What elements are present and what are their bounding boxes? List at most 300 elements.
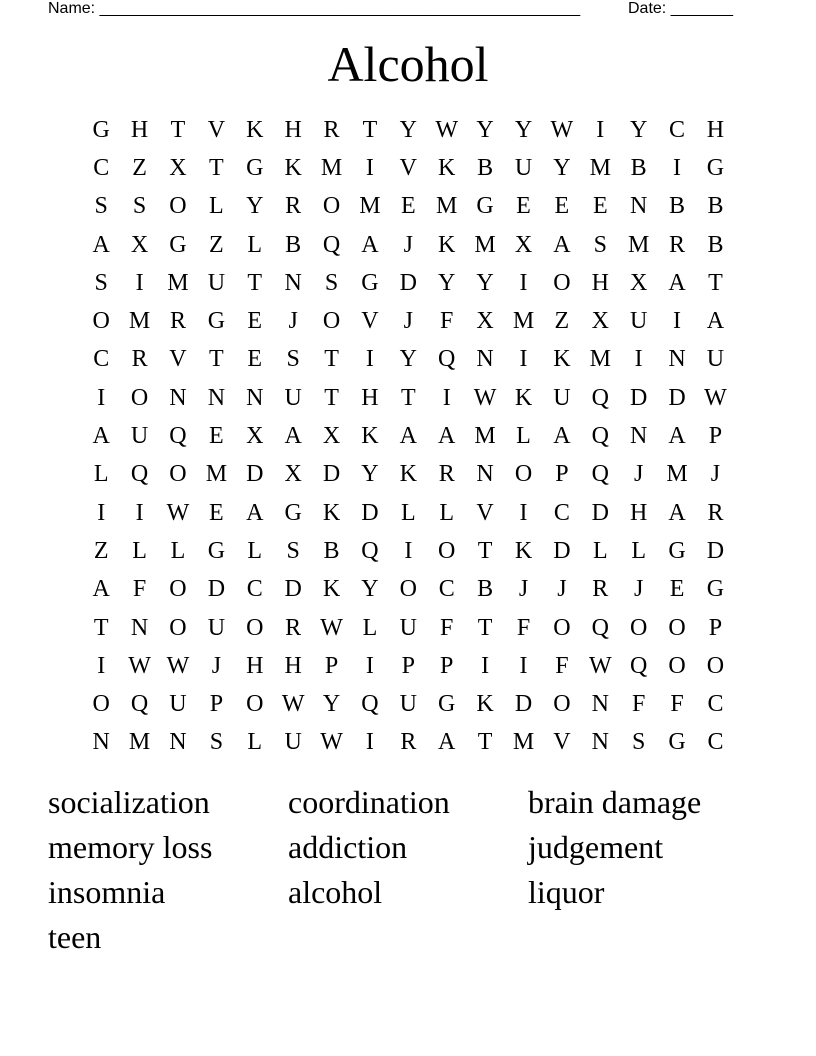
grid-cell: A <box>553 423 571 450</box>
grid-cell: M <box>627 231 650 258</box>
grid-cell: E <box>669 576 685 603</box>
grid-cell: E <box>516 193 531 220</box>
word-list <box>48 780 768 960</box>
grid-cell: M <box>589 154 611 181</box>
grid-cell: M <box>666 461 688 488</box>
word-list-item: addiction <box>288 829 408 865</box>
grid-cell: T <box>247 269 263 296</box>
grid-cell: A <box>668 423 686 450</box>
grid-cell: T <box>477 614 493 641</box>
grid-cell: U <box>169 691 187 718</box>
grid-cell: R <box>131 346 148 373</box>
grid-cell: W <box>128 652 151 679</box>
grid-cell: G <box>706 576 725 603</box>
grid-cell: T <box>324 346 339 373</box>
grid-cell: E <box>554 193 570 220</box>
grid-cell: D <box>361 499 379 526</box>
grid-cell: D <box>246 461 264 488</box>
word-list-item: brain damage <box>528 784 702 820</box>
grid-cell: G <box>668 537 686 564</box>
grid-cell: Q <box>591 461 609 488</box>
grid-cell: H <box>361 384 379 411</box>
grid-cell: I <box>97 499 106 526</box>
grid-cell: N <box>629 423 648 450</box>
grid-cell: B <box>707 193 724 220</box>
grid-cell: Q <box>130 691 149 718</box>
grid-cell: L <box>247 537 263 564</box>
grid-cell: O <box>169 461 187 488</box>
grid-cell: B <box>707 231 724 258</box>
word-list-item: teen <box>48 919 102 955</box>
word-list-item: socialization <box>48 784 210 820</box>
grid-cell: N <box>130 614 149 641</box>
grid-cell: Z <box>554 308 570 335</box>
grid-cell: O <box>399 576 417 603</box>
grid-cell: T <box>93 614 109 641</box>
grid-cell: M <box>512 729 535 756</box>
grid-cell: X <box>169 154 187 181</box>
grid-cell: V <box>207 116 226 143</box>
grid-cell: I <box>97 384 106 411</box>
grid-cell: X <box>629 269 648 296</box>
grid-cell: E <box>247 346 263 373</box>
grid-cell: Q <box>169 423 187 450</box>
grid-cell: O <box>668 614 686 641</box>
grid-cell: G <box>284 499 302 526</box>
grid-cell: C <box>707 691 724 718</box>
grid-cell: L <box>439 499 455 526</box>
grid-cell: D <box>284 576 302 603</box>
grid-cell: Z <box>93 537 109 564</box>
grid-cell: U <box>553 384 571 411</box>
word-list-item: alcohol <box>288 874 383 910</box>
grid-cell: K <box>438 231 456 258</box>
grid-cell: T <box>400 384 416 411</box>
grid-cell: G <box>207 537 226 564</box>
grid-cell: U <box>514 154 533 181</box>
grid-cell: V <box>361 308 379 335</box>
grid-cell: E <box>247 308 263 335</box>
grid-cell: J <box>403 308 413 335</box>
grid-cell: A <box>668 269 686 296</box>
grid-cell: C <box>553 499 570 526</box>
grid-cell: X <box>591 308 609 335</box>
grid-cell: G <box>476 193 494 220</box>
grid-cell: J <box>557 576 567 603</box>
grid-cell: R <box>438 461 455 488</box>
grid-cell: B <box>630 154 647 181</box>
grid-cell: S <box>94 269 108 296</box>
grid-cell: O <box>553 269 571 296</box>
grid-cell: A <box>361 231 379 258</box>
grid-cell: G <box>169 231 187 258</box>
grid-cell: K <box>553 346 571 373</box>
grid-cell: L <box>247 231 263 258</box>
grid-cell: O <box>438 537 456 564</box>
grid-cell: O <box>322 193 341 220</box>
grid-cell: I <box>404 537 413 564</box>
grid-cell: C <box>438 576 455 603</box>
grid-cell: H <box>130 116 149 143</box>
grid-cell: S <box>286 346 300 373</box>
grid-cell: U <box>399 691 417 718</box>
grid-cell: W <box>166 652 190 679</box>
grid-cell: O <box>322 308 341 335</box>
grid-cell: W <box>320 729 343 756</box>
grid-cell: J <box>211 652 222 679</box>
word-list-item: coordination <box>288 784 450 820</box>
grid-cell: G <box>438 691 456 718</box>
grid-cell: B <box>285 231 302 258</box>
grid-cell: P <box>555 461 569 488</box>
grid-cell: T <box>708 269 723 296</box>
grid-cell: N <box>668 346 686 373</box>
grid-cell: W <box>166 499 190 526</box>
grid-cell: N <box>169 384 187 411</box>
grid-cell: R <box>285 614 302 641</box>
grid-cell: J <box>633 461 644 488</box>
name-field[interactable]: Name: ______________________________________________________ <box>48 0 581 17</box>
grid-cell: N <box>591 691 609 718</box>
grid-cell: D <box>514 691 533 718</box>
grid-cell: W <box>320 614 343 641</box>
grid-cell: N <box>246 384 264 411</box>
grid-cell: L <box>592 537 608 564</box>
grid-cell: B <box>477 576 494 603</box>
grid-cell: I <box>135 269 144 296</box>
grid-cell: V <box>476 499 494 526</box>
grid-cell: L <box>516 423 531 450</box>
grid-cell: M <box>474 231 496 258</box>
grid-cell: G <box>92 116 110 143</box>
grid-cell: K <box>322 576 341 603</box>
grid-cell: R <box>323 116 340 143</box>
grid-cell: K <box>399 461 417 488</box>
grid-cell: F <box>631 691 646 718</box>
grid-cell: I <box>365 346 374 373</box>
grid-cell: Y <box>476 269 494 296</box>
grid-cell: P <box>708 614 723 641</box>
grid-cell: I <box>481 652 490 679</box>
grid-cell: B <box>669 193 686 220</box>
grid-cell: G <box>668 729 686 756</box>
grid-cell: G <box>246 154 264 181</box>
grid-cell: I <box>365 652 374 679</box>
grid-cell: J <box>633 576 644 603</box>
grid-cell: Q <box>591 614 609 641</box>
grid-cell: N <box>207 384 226 411</box>
grid-cell: C <box>93 154 110 181</box>
grid-cell: L <box>93 461 109 488</box>
grid-cell: H <box>591 269 609 296</box>
grid-cell: S <box>631 729 646 756</box>
date-field[interactable]: Date: _______ <box>628 0 733 17</box>
grid-cell: S <box>209 729 224 756</box>
grid-cell: I <box>519 652 528 679</box>
grid-cell: E <box>400 193 416 220</box>
grid-cell: S <box>132 193 147 220</box>
word-list-item: liquor <box>528 874 605 910</box>
grid-cell: U <box>629 308 648 335</box>
grid-cell: M <box>128 729 151 756</box>
grid-cell: Y <box>514 116 533 143</box>
grid-cell: F <box>440 308 454 335</box>
grid-cell: H <box>706 116 725 143</box>
grid-cell: R <box>592 576 609 603</box>
grid-cell: D <box>591 499 609 526</box>
grid-cell: Y <box>322 691 341 718</box>
grid-cell: Z <box>132 154 147 181</box>
grid-cell: K <box>361 423 379 450</box>
grid-cell: A <box>92 423 110 450</box>
grid-cell: Y <box>246 193 264 220</box>
grid-cell: I <box>365 154 374 181</box>
grid-cell: U <box>284 384 302 411</box>
grid-cell: Y <box>553 154 571 181</box>
grid-cell: P <box>440 652 454 679</box>
grid-cell: F <box>670 691 684 718</box>
grid-cell: O <box>514 461 533 488</box>
grid-cell: O <box>553 691 571 718</box>
grid-cell: J <box>518 576 529 603</box>
grid-cell: A <box>246 499 264 526</box>
grid-cell: O <box>246 614 264 641</box>
grid-cell: T <box>477 729 493 756</box>
grid-cell: U <box>399 614 417 641</box>
grid-cell: D <box>629 384 648 411</box>
grid-cell: I <box>673 154 682 181</box>
grid-cell: X <box>476 308 494 335</box>
grid-cell: A <box>92 231 110 258</box>
grid-cell: F <box>132 576 147 603</box>
grid-cell: O <box>629 614 648 641</box>
grid-cell: A <box>553 231 571 258</box>
grid-cell: M <box>512 308 535 335</box>
grid-cell: O <box>553 614 571 641</box>
grid-cell: E <box>209 423 224 450</box>
grid-cell: T <box>170 116 186 143</box>
grid-cell: P <box>324 652 339 679</box>
grid-cell: R <box>400 729 417 756</box>
grid-cell: K <box>514 537 533 564</box>
grid-cell: T <box>209 154 224 181</box>
grid-cell: R <box>169 308 186 335</box>
grid-cell: U <box>207 614 226 641</box>
grid-cell: Q <box>130 461 149 488</box>
grid-cell: I <box>596 116 605 143</box>
grid-cell: L <box>400 499 416 526</box>
grid-cell: B <box>477 154 494 181</box>
grid-cell: N <box>591 729 609 756</box>
grid-cell: E <box>209 499 224 526</box>
grid-cell: D <box>706 537 725 564</box>
grid-cell: K <box>246 116 264 143</box>
grid-cell: K <box>438 154 456 181</box>
grid-cell: G <box>706 154 725 181</box>
grid-cell: M <box>359 193 381 220</box>
grid-cell: Z <box>209 231 224 258</box>
grid-cell: S <box>593 231 607 258</box>
grid-cell: L <box>209 193 224 220</box>
grid-cell: D <box>668 384 686 411</box>
grid-cell: X <box>322 423 341 450</box>
grid-cell: Y <box>361 576 379 603</box>
grid-cell: L <box>247 729 263 756</box>
grid-cell: Q <box>322 231 341 258</box>
grid-cell: C <box>246 576 263 603</box>
grid-cell: K <box>284 154 302 181</box>
grid-cell: M <box>167 269 189 296</box>
grid-cell: R <box>669 231 686 258</box>
grid-cell: I <box>519 499 528 526</box>
grid-cell: I <box>97 652 106 679</box>
grid-cell: U <box>207 269 226 296</box>
grid-cell: U <box>284 729 302 756</box>
grid-cell: J <box>288 308 298 335</box>
grid-cell: A <box>438 423 456 450</box>
grid-cell: W <box>473 384 497 411</box>
grid-cell: I <box>673 308 682 335</box>
grid-cell: W <box>281 691 305 718</box>
grid-cell: I <box>365 729 374 756</box>
grid-cell: G <box>361 269 379 296</box>
grid-cell: L <box>170 537 186 564</box>
grid-cell: O <box>92 308 110 335</box>
grid-cell: H <box>246 652 264 679</box>
word-list-item: insomnia <box>48 874 166 910</box>
grid-cell: X <box>246 423 264 450</box>
grid-cell: O <box>246 691 264 718</box>
grid-cell: T <box>477 537 493 564</box>
grid-cell: K <box>322 499 341 526</box>
grid-cell: M <box>128 308 151 335</box>
grid-cell: F <box>516 614 531 641</box>
grid-cell: M <box>205 461 228 488</box>
grid-cell: D <box>322 461 341 488</box>
grid-cell: C <box>93 346 110 373</box>
grid-cell: O <box>668 652 686 679</box>
grid-cell: J <box>403 231 413 258</box>
grid-cell: I <box>519 269 528 296</box>
grid-cell: E <box>592 193 608 220</box>
grid-cell: Y <box>476 116 494 143</box>
grid-cell: Y <box>361 461 379 488</box>
grid-cell: Q <box>361 691 379 718</box>
grid-cell: L <box>132 537 147 564</box>
grid-cell: P <box>401 652 415 679</box>
grid-cell: O <box>92 691 110 718</box>
grid-cell: N <box>284 269 302 296</box>
grid-cell: N <box>92 729 110 756</box>
word-list-item: memory loss <box>48 829 213 865</box>
grid-cell: W <box>588 652 612 679</box>
grid-cell: S <box>286 537 300 564</box>
grid-cell: O <box>130 384 149 411</box>
grid-cell: Q <box>438 346 456 373</box>
grid-cell: Y <box>399 346 417 373</box>
grid-cell: N <box>476 346 494 373</box>
grid-cell: W <box>550 116 574 143</box>
grid-cell: O <box>706 652 725 679</box>
grid-cell: Q <box>629 652 648 679</box>
grid-cell: A <box>284 423 302 450</box>
grid-cell: K <box>514 384 533 411</box>
grid-cell: H <box>284 116 302 143</box>
grid-cell: I <box>135 499 144 526</box>
grid-cell: A <box>92 576 110 603</box>
grid-cell: K <box>476 691 494 718</box>
grid-cell: X <box>130 231 149 258</box>
grid-cell: L <box>631 537 646 564</box>
grid-cell: A <box>399 423 417 450</box>
grid-cell: I <box>519 346 528 373</box>
grid-cell: T <box>209 346 224 373</box>
grid-cell: M <box>474 423 496 450</box>
grid-cell: F <box>440 614 454 641</box>
grid-cell: A <box>706 308 725 335</box>
grid-cell: Y <box>438 269 456 296</box>
grid-cell: Y <box>399 116 417 143</box>
grid-cell: O <box>169 193 187 220</box>
grid-cell: S <box>94 193 108 220</box>
grid-cell: O <box>169 614 187 641</box>
grid-cell: X <box>514 231 533 258</box>
grid-cell: M <box>320 154 343 181</box>
grid-cell: S <box>324 269 339 296</box>
grid-cell: M <box>589 346 611 373</box>
grid-cell: V <box>553 729 571 756</box>
grid-cell: P <box>708 423 723 450</box>
grid-cell: I <box>634 346 643 373</box>
grid-cell: F <box>555 652 569 679</box>
grid-cell: Y <box>629 116 648 143</box>
grid-cell: N <box>629 193 648 220</box>
grid-cell: V <box>399 154 417 181</box>
grid-cell: V <box>169 346 187 373</box>
grid-cell: T <box>324 384 339 411</box>
grid-cell: W <box>704 384 727 411</box>
grid-cell: C <box>707 729 724 756</box>
grid-cell: X <box>284 461 302 488</box>
grid-cell: Q <box>361 537 379 564</box>
grid-cell: T <box>362 116 378 143</box>
header <box>0 0 816 20</box>
grid-cell: R <box>285 193 302 220</box>
grid-cell: N <box>169 729 187 756</box>
page-title: Alcohol <box>327 36 489 92</box>
grid-cell: L <box>362 614 378 641</box>
grid-cell: D <box>399 269 417 296</box>
grid-cell: U <box>706 346 725 373</box>
grid-cell: O <box>169 576 187 603</box>
grid-cell: D <box>207 576 226 603</box>
grid-cell: R <box>707 499 724 526</box>
grid-cell: G <box>207 308 226 335</box>
grid-cell: C <box>669 116 686 143</box>
grid-cell: I <box>442 384 451 411</box>
grid-cell: J <box>710 461 721 488</box>
grid-cell: U <box>130 423 149 450</box>
grid-cell: N <box>476 461 494 488</box>
grid-cell: H <box>284 652 302 679</box>
grid-cell: Q <box>591 423 609 450</box>
grid-cell: P <box>209 691 224 718</box>
letter-grid <box>82 111 735 762</box>
grid-cell: M <box>436 193 458 220</box>
grid-cell: B <box>323 537 340 564</box>
word-list-item: judgement <box>528 829 664 865</box>
grid-cell: W <box>435 116 459 143</box>
